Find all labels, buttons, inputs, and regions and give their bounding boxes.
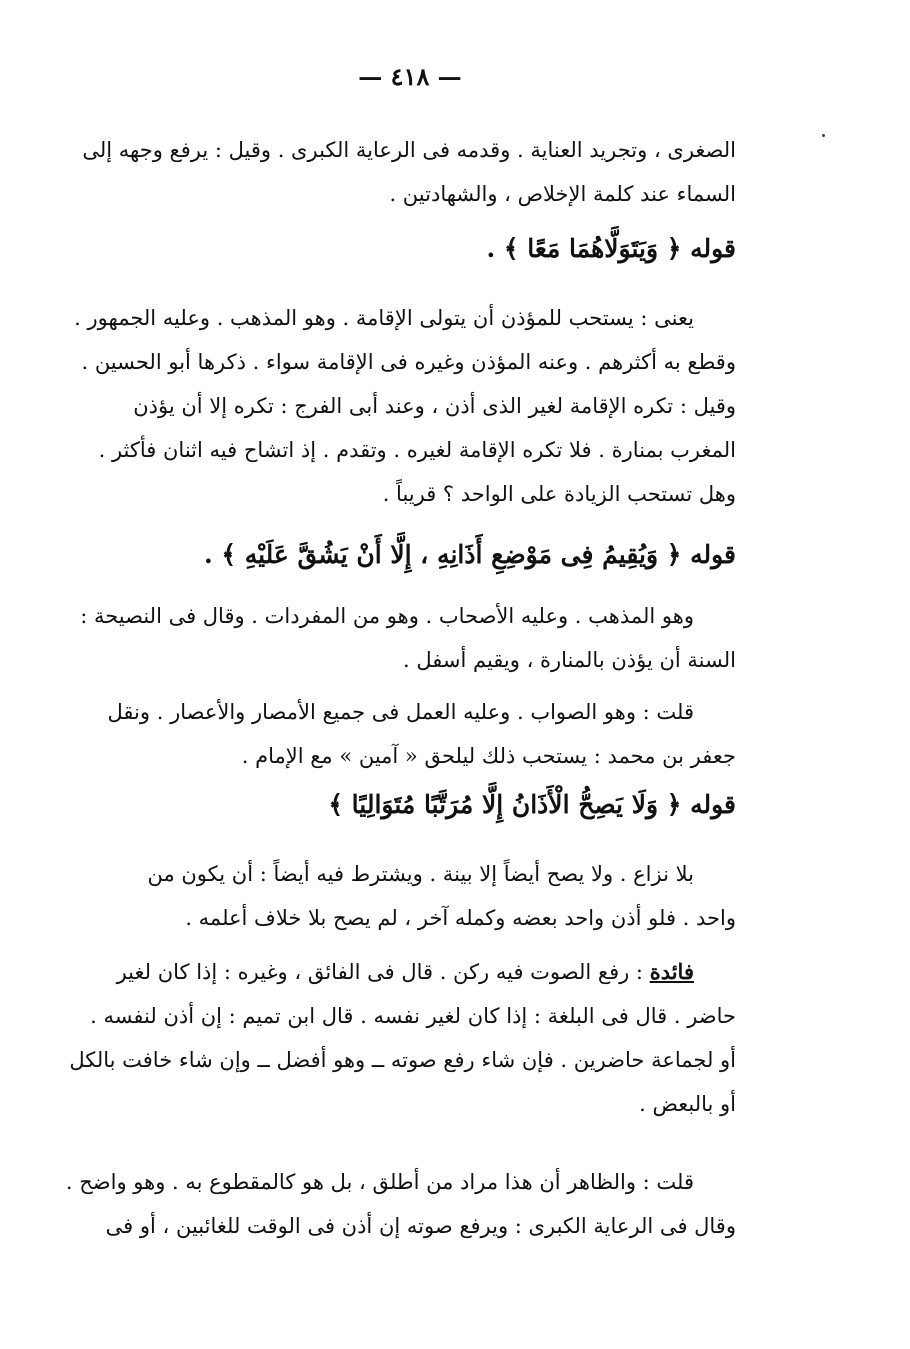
paragraph-3 [80,594,736,682]
text-line: أو بالبعض . [639,1092,736,1116]
speck-mark [822,134,825,137]
quran-quote: ﴿ وَيَتَوَلَّاهُمَا مَعًا ﴾ . [486,234,682,263]
paragraph-6 [69,950,736,1126]
text-line: بلا نزاع . ولا يصح أيضاً إلا بينة . ويشترط فيه أيضاً : أن يكون من [147,862,694,886]
heading-keyword: قوله [690,790,736,819]
text-line: قلت : والظاهر أن هذا مراد من أطلق ، بل هو كالمقطوع به . وهو واضح . [65,1170,694,1194]
text-line: وقيل : تكره الإقامة لغير الذى أذن ، وعند أبى الفرج : تكره إلا أن يؤذن [133,394,736,418]
paragraph-4 [88,690,736,778]
quran-quote: ﴿ وَيُقِيمُ فِى مَوْضِعِ أَذَانِهِ ، إِلَّا أَنْ يَشُقَّ عَلَيْهِ ﴾ . [203,540,682,569]
page-number: — ٤١٨ — [358,62,462,91]
heading-keyword: قوله [690,234,736,263]
heading-3 [88,790,736,819]
text-line: واحد . فلو أذن واحد بعضه وكمله آخر ، لم يصح بلا خلاف أعلمه . [185,906,736,930]
note-label: فائدة [649,959,694,984]
heading-2 [88,540,736,569]
heading-keyword: قوله [690,540,736,569]
text-line: حاضر . قال فى البلغة : إذا كان لغير نفسه . قال ابن تميم : إن أذن لنفسه . [90,1004,736,1028]
text-line: يعنى : يستحب للمؤذن أن يتولى الإقامة . وهو المذهب . وعليه الجمهور . [74,306,694,330]
note-text: : رفع الصوت فيه ركن . قال فى الفائق ، وغيره : إذا كان لغير [116,960,650,984]
text-line: الصغرى ، وتجريد العناية . وقدمه فى الرعاية الكبرى . وقيل : يرفع وجهه إلى [82,138,736,162]
text-line: أو لجماعة حاضرين . فإن شاء رفع صوته ــ وهو أفضل ــ وإن شاء خافت بالكل [69,1048,736,1072]
text-line: جعفر بن محمد : يستحب ذلك ليلحق « آمين » مع الإمام . [241,744,736,768]
paragraph-5 [88,852,736,940]
text-line: السماء عند كلمة الإخلاص ، والشهادتين . [389,182,736,206]
text-line [88,950,736,994]
paragraph-1 [82,128,736,216]
heading-1 [88,234,736,263]
quran-quote: ﴿ وَلَا يَصِحُّ الْأَذَانُ إِلَّا مُرَتَّبًا مُتَوَالِيًا ﴾ [328,790,682,819]
text-line: السنة أن يؤذن بالمنارة ، ويقيم أسفل . [402,648,736,672]
text-line: وقال فى الرعاية الكبرى : ويرفع صوته إن أذن فى الوقت للغائبين ، أو فى [105,1214,736,1238]
text-line: وهو المذهب . وعليه الأصحاب . وهو من المفردات . وقال فى النصيحة : [80,604,694,628]
text-line: قلت : وهو الصواب . وعليه العمل فى جميع الأمصار والأعصار . ونقل [107,700,694,724]
text-line: وقطع به أكثرهم . وعنه المؤذن وغيره فى الإقامة سواء . ذكرها أبو الحسين . [81,350,736,374]
text-line: وهل تستحب الزيادة على الواحد ؟ قريباً . [382,482,736,506]
paragraph-2 [74,296,736,516]
paragraph-7 [65,1160,736,1248]
text-line: المغرب بمنارة . فلا تكره الإقامة لغيره . وتقدم . إذ اتشاح فيه اثنان فأكثر . [98,438,736,462]
